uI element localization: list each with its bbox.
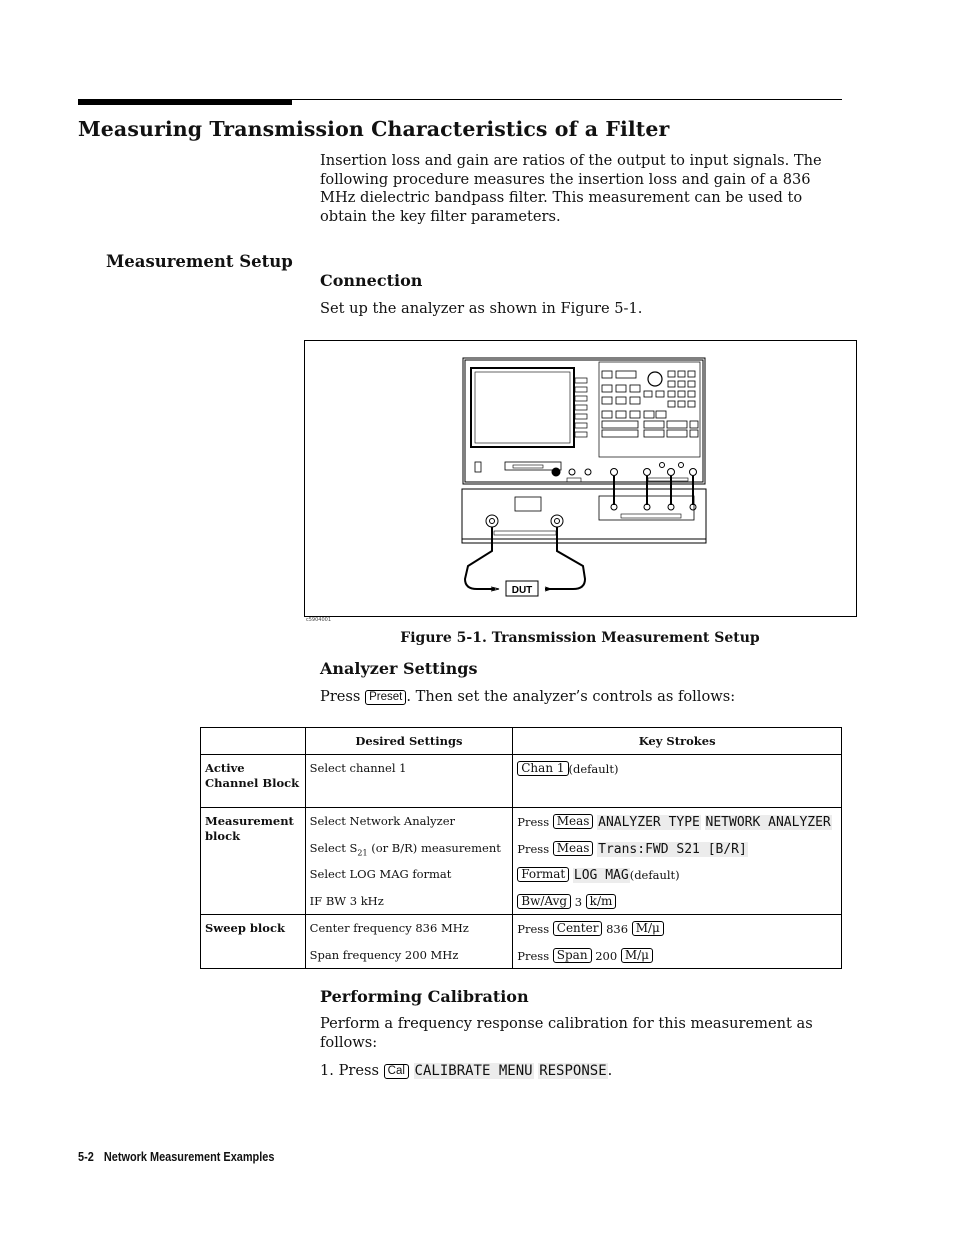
settings-table [200, 727, 842, 969]
cal-key[interactable]: Cal [384, 1064, 409, 1079]
performing-calibration-heading: Performing Calibration [320, 987, 529, 1006]
keystroke-if-bw: Bw/Avg 3 k/m [513, 888, 841, 915]
measurement-setup-heading: Measurement Setup [106, 252, 293, 271]
desired-network-analyzer: Select Network Analyzer [309, 814, 456, 828]
chan1-key[interactable]: Chan 1 [517, 761, 568, 776]
page-footer [78, 1149, 284, 1164]
trans-fwd-s21-softkey[interactable]: Trans:FWD S21 [B/R] [598, 841, 747, 857]
figure-code: c5904001 [306, 617, 332, 623]
figure-caption: Figure 5-1. Transmission Measurement Setup [400, 630, 760, 646]
footer-section-title: Network Measurement Examples [103, 1149, 275, 1164]
header-rule-thin [292, 99, 842, 100]
connection-heading: Connection [320, 271, 423, 290]
keystroke-chan1 [513, 755, 841, 782]
desired-log-mag: Select LOG MAG format [309, 867, 452, 881]
preset-then-text: . Then set the analyzer’s controls as follows: [406, 688, 736, 705]
meas-key[interactable]: Meas [553, 814, 594, 829]
header-desired-settings: Desired Settings [305, 728, 513, 755]
span-key[interactable]: Span [553, 948, 592, 963]
measurement-block-label: Measurement block [201, 808, 306, 915]
active-channel-block-label: Active Channel Block [201, 755, 306, 808]
desired-span-frequency: Span frequency 200 MHz [309, 947, 459, 962]
header-rule-thick [78, 99, 292, 105]
response-softkey[interactable]: RESPONSE [539, 1063, 607, 1079]
page-number: 5-2 [78, 1149, 94, 1164]
desired-center-frequency: Center frequency 836 MHz [309, 921, 469, 935]
keystroke-log-mag: Format LOG MAG(default) [513, 861, 841, 888]
meas-key-2[interactable]: Meas [553, 841, 594, 856]
table-row-measurement [201, 808, 842, 915]
calibrate-menu-softkey[interactable]: CALIBRATE MENU [414, 1063, 533, 1079]
preset-key[interactable]: Preset [365, 690, 406, 705]
table-row-sweep [201, 915, 842, 969]
step-number: 1. [320, 1062, 334, 1079]
keystroke-analyzer-type: Press Meas ANALYZER TYPE NETWORK ANALYZER [517, 814, 831, 830]
intro-paragraph: Insertion loss and gain are ratios of the output to input signals. The following procedure measures the insertion loss and gain of a 836 MHz dielectric bandpass filter. This measurement can be used to obtain the key filter parameters. [320, 152, 822, 225]
dut-label: DUT [511, 585, 533, 596]
preset-instruction [320, 688, 735, 707]
page-title: Measuring Transmission Characteristics of a Filter [78, 117, 670, 141]
header-empty [201, 728, 306, 755]
figure-5-1-box [304, 340, 857, 617]
desired-s21: Select $S_{21}$ (or B/R) measurement [309, 840, 501, 857]
analyzer-type-softkey[interactable]: ANALYZER TYPE [598, 815, 700, 830]
keystroke-center: Press Center 836 M/μ [513, 915, 841, 942]
desired-if-bw: IF BW 3 kHz [309, 893, 384, 908]
bw-avg-key[interactable]: Bw/Avg [517, 894, 571, 909]
press-word: Press [320, 688, 361, 705]
keystroke-trans-fwd: Press Meas Trans:FWD S21 [B/R] [517, 840, 747, 857]
calibration-step-1: 1. Press Cal CALIBRATE MENU RESPONSE. [320, 1062, 613, 1079]
chan1-default: (default) [568, 762, 619, 776]
format-key[interactable]: Format [517, 867, 569, 882]
calibration-text: Perform a frequency response calibration for this measurement as follows: [320, 1015, 813, 1051]
keystroke-span: Press Span 200 M/μ [513, 942, 841, 969]
log-mag-softkey[interactable]: LOG MAG [573, 868, 629, 883]
analyzer-settings-heading: Analyzer Settings [320, 659, 478, 678]
table-row-active-channel [201, 755, 842, 808]
header-key-strokes: Key Strokes [513, 728, 842, 755]
k-m-key[interactable]: k/m [586, 894, 617, 909]
network-analyzer-softkey[interactable]: NETWORK ANALYZER [705, 815, 831, 830]
table-header-row [201, 728, 842, 755]
desired-select-channel: Select channel 1 [309, 761, 407, 775]
connection-text: Set up the analyzer as shown in Figure 5-1. [320, 300, 643, 317]
sweep-block-label: Sweep block [201, 915, 306, 969]
center-key[interactable]: Center [553, 921, 603, 936]
m-mu-key-2[interactable]: M/μ [621, 948, 653, 963]
analyzer-setup-illustration [305, 341, 856, 616]
m-mu-key[interactable]: M/μ [632, 921, 664, 936]
